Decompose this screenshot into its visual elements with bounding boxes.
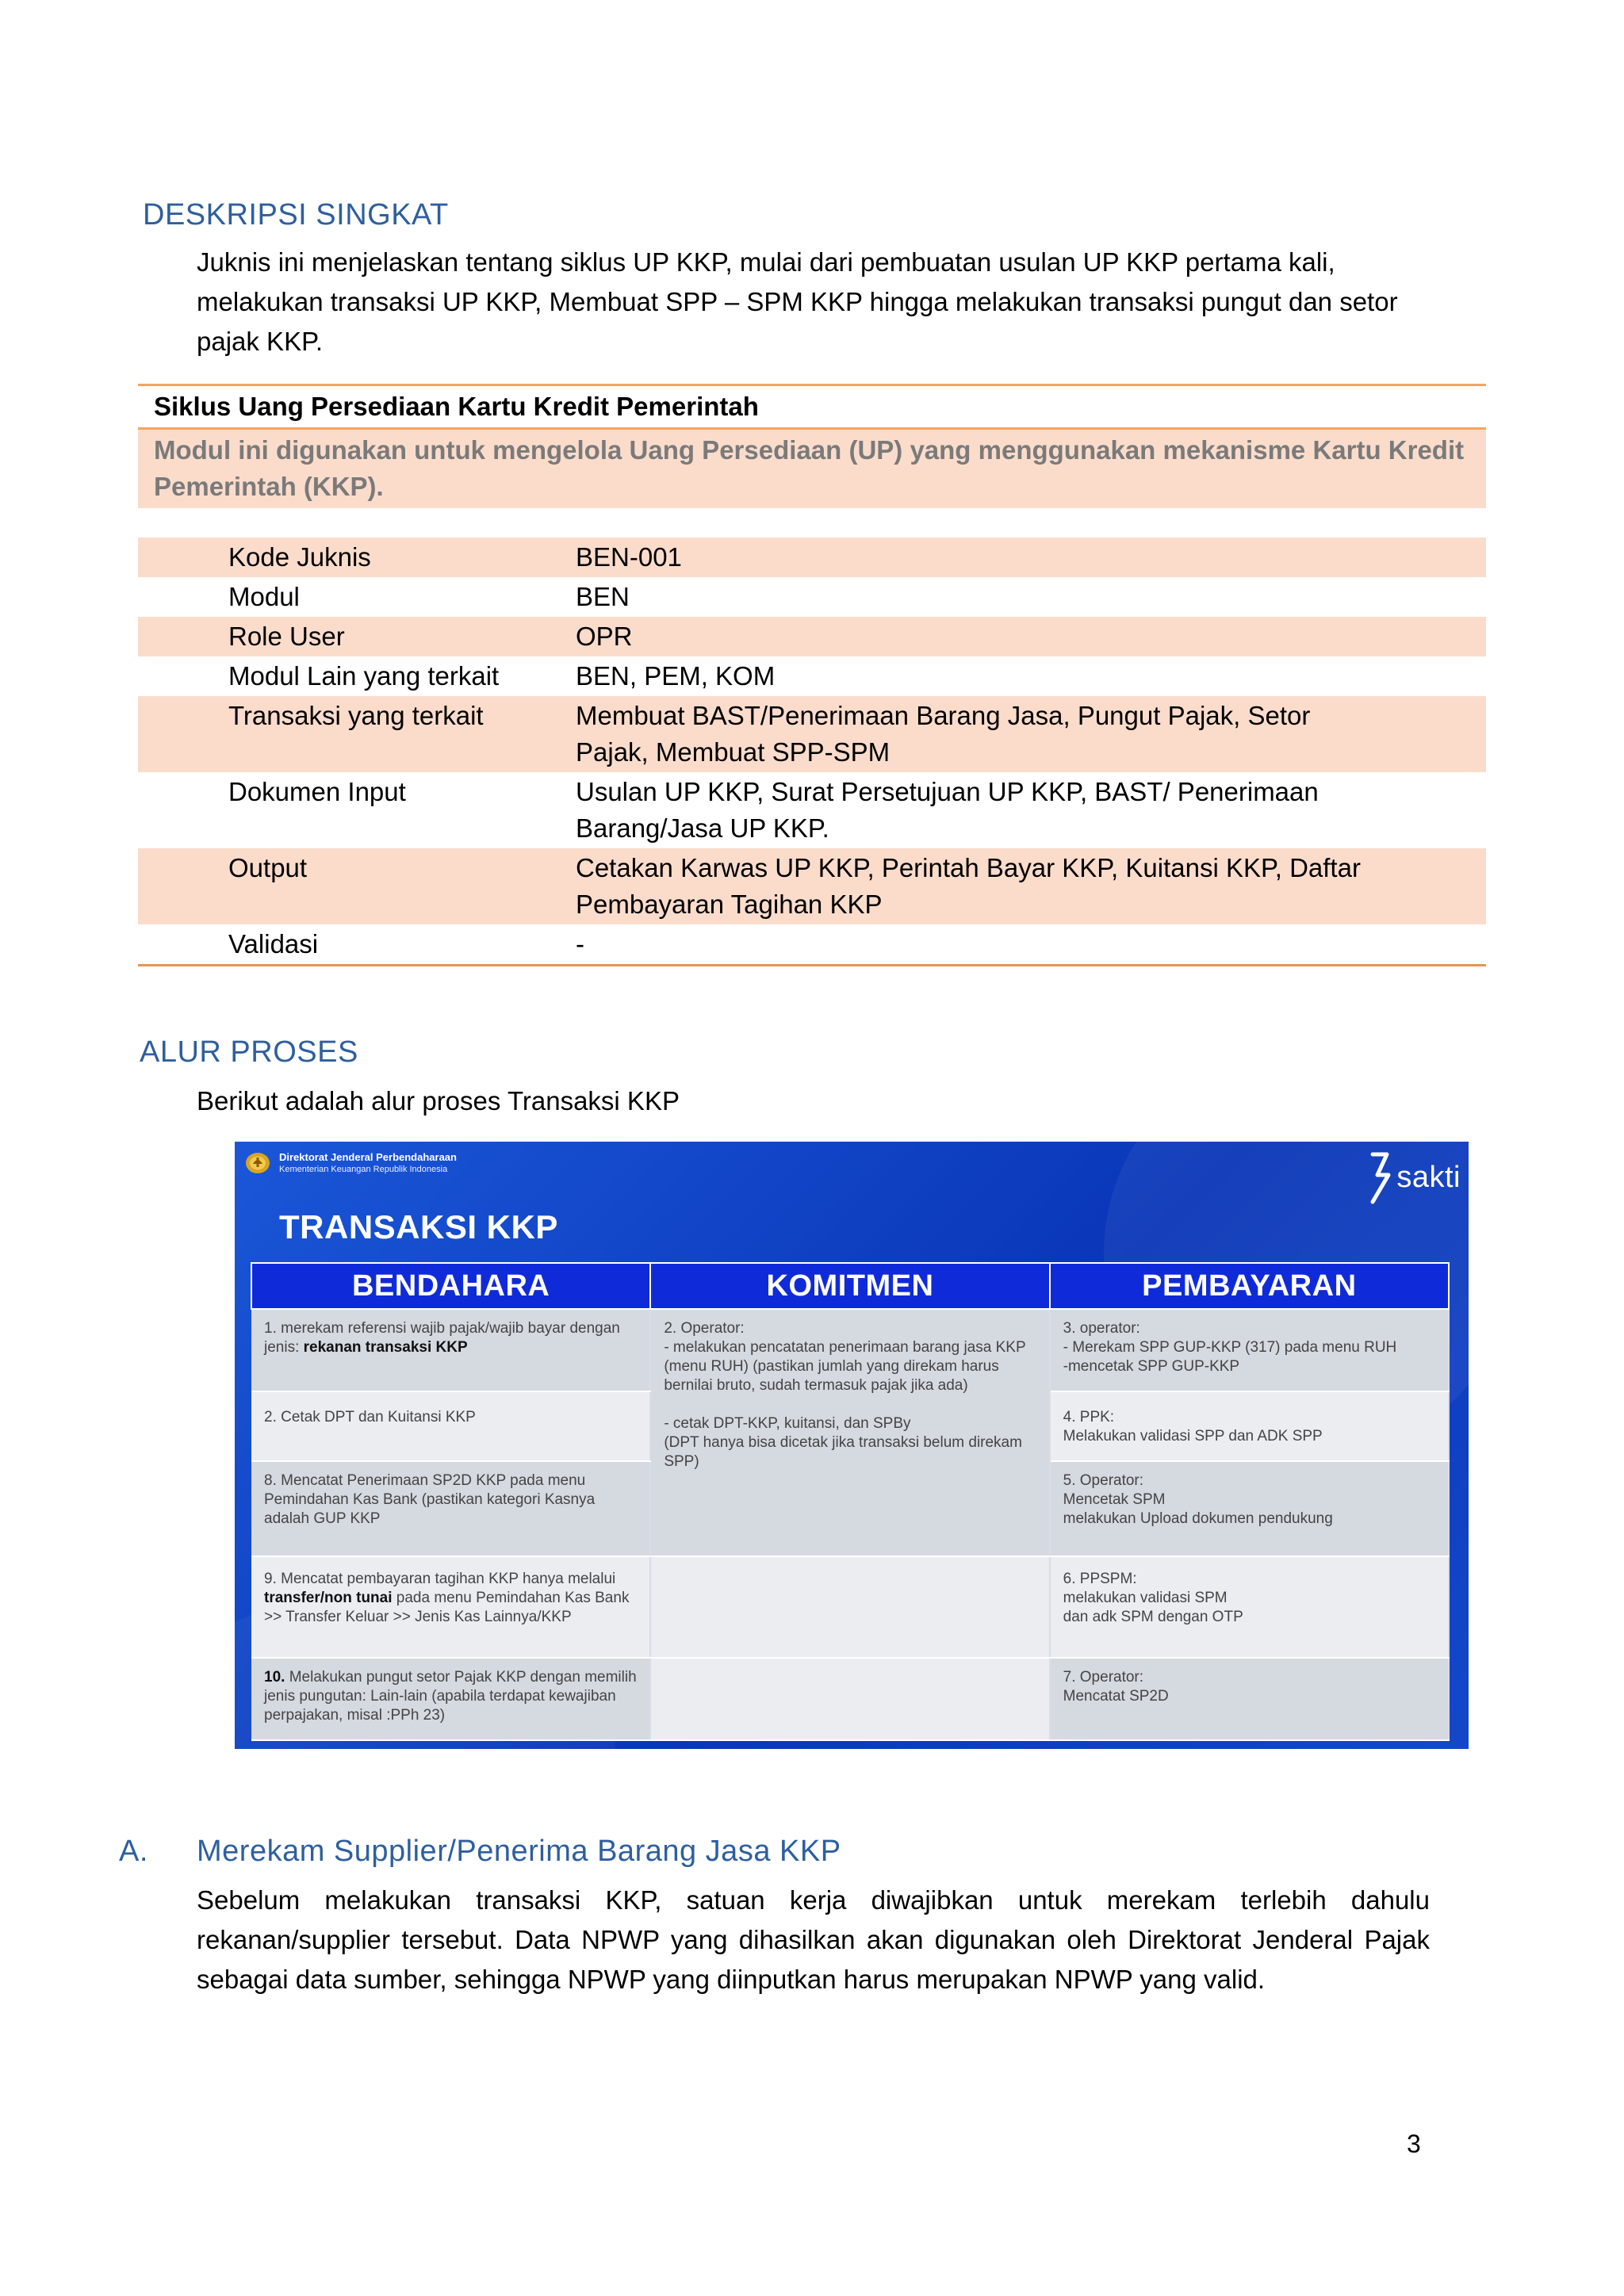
info-row [138,538,1486,577]
diagram-header-row [251,1263,1449,1309]
section-a-paragraph: Sebelum melakukan transaksi KKP, satuan kerja diwajibkan untuk merekam terlebih dahulu rekanan/supplier tersebut. Data NPWP yang dihasilkan akan digunakan oleh Direktorat Jenderal Pajak sebagai data sumber, sehingga NPWP yang diinputkan harus merupakan NPWP yang valid. [197,1885,1430,1994]
deskripsi-paragraph: Juknis ini menjelaskan tentang siklus UP KKP, mulai dari pembuatan usulan UP KKP pertama kali, melakukan transaksi UP KKP, Membuat SPP – SPM KKP hingga melakukan transaksi pungut dan setor pajak KKP. [197,247,1398,356]
step-6: 6. PPSPM: melakukan validasi SPM dan adk SPM dengan OTP [1050,1556,1449,1658]
header-komitmen: KOMITMEN [650,1263,1049,1309]
info-key: Dokumen Input [228,777,406,806]
info-value: - [576,929,584,959]
header-pembayaran: PEMBAYARAN [1050,1263,1449,1309]
info-value: BEN-001 [576,542,682,572]
alur-intro: Berikut adalah alur proses Transaksi KKP [197,1086,680,1115]
section-a-letter: A. [119,1835,148,1868]
step-1: 1. merekam referensi wajib pajak/wajib bayar dengan jenis: rekanan transaksi KKP [251,1309,650,1391]
diagram-org-header [244,1151,457,1175]
step-9: 9. Mencatat pembayaran tagihan KKP hanya melalui transfer/non tunai pada menu Pemindahan Kas Bank >> Transfer Keluar >> Jenis Kas Lainnya/KKP [251,1556,650,1658]
info-value: Cetakan Karwas UP KKP, Perintah Bayar KKP, Kuitansi KKP, Daftar Pembayaran Tagihan KKP [576,853,1361,919]
info-row [138,577,1486,617]
module-description: Modul ini digunakan untuk mengelola Uang Persediaan (UP) yang menggunakan mekanisme Kartu Kredit Pemerintah (KKP). [138,430,1486,508]
step-4: 4. PPK: Melakukan validasi SPP dan ADK SPP [1050,1391,1449,1461]
step-7: 7. Operator: Mencatat SP2D [1050,1658,1449,1740]
komitmen-empty-cell [650,1658,1049,1740]
alur-heading: ALUR PROSES [140,1035,358,1069]
module-box [138,384,1486,508]
section-a-heading: Merekam Supplier/Penerima Barang Jasa KKP [197,1835,841,1868]
info-row [138,924,1486,966]
step-8: 8. Mencatat Penerimaan SP2D KKP pada menu Pemindahan Kas Bank (pastikan kategori Kasnya adalah GUP KKP [251,1461,650,1556]
step-5: 5. Operator: Mencetak SPM melakukan Upload dokumen pendukung [1050,1461,1449,1556]
komitmen-step-2: 2. Operator: - melakukan pencatatan penerimaan barang jasa KKP (menu RUH) (pastikan jumlah yang direkam harus bernilai bruto, sudah termasuk pajak jika ada) - cetak DPT-KKP, kuitansi, dan SPBy (DPT hanya bisa dicetak jika transaksi belum direkam SPP) [650,1309,1049,1556]
info-key: Role User [228,622,345,651]
info-row [138,772,1486,848]
diagram-org-name: Direktorat Jenderal Perbendaharaan [279,1151,457,1163]
info-value: OPR [576,622,633,651]
info-row [138,848,1486,924]
komitmen-empty-cell [650,1556,1049,1658]
info-key: Output [228,853,308,882]
info-table [138,538,1486,966]
info-key: Validasi [228,929,319,959]
header-bendahara: BENDAHARA [251,1263,650,1309]
transaksi-kkp-diagram [235,1142,1469,1749]
info-row [138,656,1486,696]
info-value: Usulan UP KKP, Surat Persetujuan UP KKP, BAST/ Penerimaan Barang/Jasa UP KKP. [576,777,1319,843]
info-value: Membuat BAST/Penerimaan Barang Jasa, Pungut Pajak, Setor Pajak, Membuat SPP-SPM [576,701,1311,767]
info-key: Modul [228,582,300,611]
info-value: BEN [576,582,630,611]
info-row [138,696,1486,772]
step-10: 10. Melakukan pungut setor Pajak KKP dengan memilih jenis pungutan: Lain-lain (apabila terdapat kewajiban perpajakan, misal :PPh 23) [251,1658,650,1740]
diagram-org-sub: Kementerian Keuangan Republik Indonesia [279,1165,448,1174]
info-row [138,617,1486,656]
kemenkeu-emblem-icon [244,1151,271,1175]
step-2-bendahara: 2. Cetak DPT dan Kuitansi KKP [251,1391,650,1461]
info-value: BEN, PEM, KOM [576,661,776,691]
step-3: 3. operator: - Merekam SPP GUP-KKP (317) pada menu RUH -mencetak SPP GUP-KKP [1050,1309,1449,1391]
info-key: Transaksi yang terkait [228,701,484,730]
info-key: Kode Juknis [228,542,371,572]
diagram-row [251,1658,1449,1740]
deskripsi-heading: DESKRIPSI SINGKAT [143,198,449,232]
sakti-logo [1365,1150,1461,1205]
diagram-row [251,1556,1449,1658]
diagram-title: TRANSAKSI KKP [279,1208,558,1246]
sakti-logo-icon [1365,1150,1393,1205]
module-title: Siklus Uang Persediaan Kartu Kredit Pemerintah [138,384,1486,430]
page-number: 3 [1407,2130,1421,2158]
info-key: Modul Lain yang terkait [228,661,500,691]
diagram-row [251,1309,1449,1391]
sakti-logo-text: sakti [1396,1160,1461,1194]
diagram-table [251,1262,1450,1741]
